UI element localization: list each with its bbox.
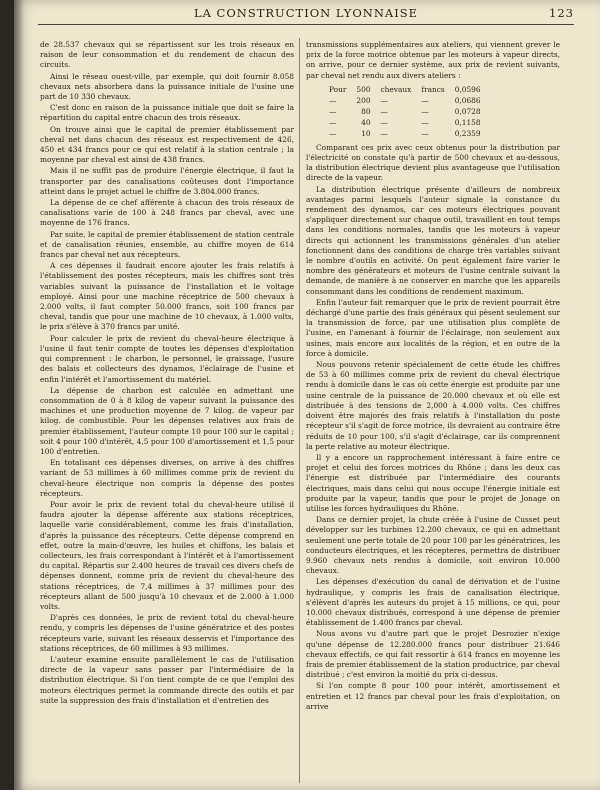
price-power: 200: [356, 95, 371, 105]
price-value: 0,2359: [454, 128, 481, 138]
price-currency: —: [421, 128, 429, 138]
price-unit: —: [380, 117, 388, 127]
price-currency: —: [421, 117, 429, 127]
paragraph: Si l'on compte 8 pour 100 pour intérêt, amortissement et entretien et 12 francs par cheval pour les frais d'exploitation, on arrive: [306, 681, 560, 711]
paragraph: Pour avoir le prix de revient total du cheval-heure utilisé il faudra ajouter la dépense afférente aux stations réceptrices, laquelle varie considérablement, comme les frais d'installation, d'après la puissance des récepteurs. Cette dépense comprend en effet, outre la main-d'œuvre, les huiles et chiffons, les balais et collecteurs, les frais correspondant à l'intérêt et à l'amortissement du capital. Répartis sur 2.400 heures de travail ces divers chefs de dépenses donnent, comme prix de revient du cheval-heure des stations réceptrices, de 7,4 millimes à 37 millimes pour des récepteurs allant de 500 jusqu'à 10 chevaux et de 2.000 à 1.000 volts.: [40, 499, 294, 611]
price-currency: —: [421, 95, 429, 105]
price-value: 0,0596: [454, 84, 481, 94]
price-row: [324, 117, 486, 128]
column-divider: [299, 38, 300, 783]
paragraph: Nous avons vu d'autre part que le projet Desrozier n'exige qu'une dépense de 12.280.000 francs pour distribuer 21.646 chevaux effectifs, ce qui fait ressortir à 614 francs en moyenne les frais de premier établissement de la station productrice, par cheval distribué ; c'est environ la moitié du prix ci-dessus.: [306, 629, 560, 680]
price-power: 80: [361, 106, 371, 116]
price-power: 500: [356, 84, 371, 94]
price-lead: —: [329, 117, 337, 127]
paragraph: La distribution électrique présente d'ailleurs de nombreux avantages parmi lesquels l'auteur signale la constance du rendement des dynamos, car ces moteurs électriques pouvant s'appliquer directement sur chaque outil, travaillent en tout temps dans les conditions normales, tandis que les moteurs à vapeur directs qui actionnent les transmissions générales d'un atelier fonctionnent dans des conditions de charge très variables suivant le nombre d'outils en activité. On peut également faire varier le nombre des générateurs et moteurs de l'usine centrale suivant la demande, de manière à ne conserver en marche que les appareils consommant dans les conditions de rendement maximum.: [306, 184, 560, 296]
paragraph: A ces dépenses il faudrait encore ajouter les frais relatifs à l'établissement des postes récepteurs, mais les chiffres sont très variables suivant la puissance de l'installation et le voltage employé. Ainsi pour une machine réceptrice de 500 chevaux à 2.000 volts, il faut compter 50.000 francs, soit 100 francs par cheval, tandis que pour une machine de 10 chevaux, à 1.000 volts, le prix s'élève à 370 francs par unité.: [40, 261, 294, 332]
paragraph: La dépense de charbon est calculée en admettant une consommation de 0 à 8 kilog de vapeur suivant la puissance des machines et une production moyenne de 7 kilog. de vapeur par kilog. de combustible. Pour les dépenses relatives aux frais de premier établissement, l'auteur compte 10 pour 100 sur le capital ; soit 4 pour 100 d'intérêt, 4,5 pour 100 d'amortissement et 1,5 pour 100 d'entretien.: [40, 385, 294, 456]
price-row: [324, 84, 486, 95]
price-currency: —: [421, 106, 429, 116]
price-row: [324, 128, 486, 139]
document-page: [14, 0, 600, 790]
price-row: [324, 95, 486, 106]
price-value: 0,0686: [454, 95, 481, 105]
paragraph: Pour calculer le prix de revient du cheval-heure électrique à l'usine il faut tenir compte de toutes les dépenses d'exploitation qui comprennent : le charbon, le personnel, le graissage, l'usure des balais et collecteurs des dynamos, l'éclairage de l'usine et enfin l'intérêt et l'amortissement du matériel.: [40, 333, 294, 384]
paragraph: Les dépenses d'exécution du canal de dérivation et de l'usine hydraulique, y compris les frais de canalisation électrique, s'élèvent d'après les auteurs du projet à 15 millions, ce qui, pour 10.000 chevaux distribués, correspond à une dépense de premier établissement de 1.400 francs par cheval.: [306, 577, 560, 628]
paragraph: C'est donc en raison de la puissance initiale que doit se faire la répartition du capital entre chacun des trois réseaux.: [40, 103, 294, 123]
price-unit: —: [380, 95, 388, 105]
paragraph: transmissions supplémentaires aux ateliers, qui viennent grever le prix de la force motrice obtenue par les moteurs à vapeur directs, on arrive, pour ce dernier système, aux prix de revient suivants, par cheval net rendu aux divers ateliers :: [306, 40, 560, 80]
paragraph: Mais il ne suffit pas de produire l'énergie électrique, il faut la transporter par des canalisations coûteuses dont l'importance atteint dans le projet actuel le chiffre de 3.804.000 francs.: [40, 166, 294, 196]
paragraph: D'après ces données, le prix de revient total du cheval-heure rendu, y compris les dépenses de l'usine génératrice et des postes récepteurs varie, suivant les réseaux desservis et l'importance des stations réceptrices, de 60 millimes à 93 millimes.: [40, 613, 294, 653]
paragraph: Dans ce dernier projet, la chute créée à l'usine de Cusset peut développer sur les turbines 12.200 chevaux, ce qui en admettant seulement une perte totale de 20 pour 100 par les génératrices, les conducteurs électriques, et les récepteres, permettra de distribuer 9.960 chevaux nets rendus à domicile, soit environ 10.000 chevaux.: [306, 515, 560, 576]
paragraph: En totalisant ces dépenses diverses, on arrive à des chiffres variant de 53 millimes à 60 millimes comme prix de revient du cheval-heure électrique non compris la dépense des postes récepteurs.: [40, 458, 294, 498]
paragraph: Nous pouvons retenir spécialement de cette étude les chiffres de 53 à 60 millimes comme prix de revient du cheval électrique rendu à domicile dans le cas où cette énergie est produite par une usine centrale de la puissance de 20.000 chevaux et où elle est distribuée à des tensions de 2,000 à 4.000 volts. Ces chiffres doivent être majorés des frais relatifs à l'installation du poste récepteur s'il s'agit de force motrice, ils devraient au contraire être réduits de 10 pour 100, s'il s'agit d'éclairage, car ils comprennent la perte relative au moteur électrique.: [306, 360, 560, 451]
price-unit: —: [380, 128, 388, 138]
price-unit: chevaux: [380, 84, 412, 94]
price-unit: —: [380, 106, 388, 116]
paragraph: Comparant ces prix avec ceux obtenus pour la distribution par l'électricité on constate qu'à partir de 500 chevaux et au-dessous, la distribution électrique devient plus avantageuse que l'utilisation directe de la vapeur.: [306, 142, 560, 183]
price-currency: francs: [421, 84, 445, 94]
price-power: 10: [361, 128, 371, 138]
running-header: [38, 6, 574, 25]
paragraph: Par suite, le capital de premier établissement de station centrale et de canalisation réunies, ensemble, au chiffre moyen de 614 francs par cheval net aux récepteurs.: [40, 229, 294, 260]
price-power: 40: [361, 117, 371, 127]
price-lead: Pour: [329, 84, 347, 94]
paragraph: On trouve ainsi que le capital de premier établissement par cheval net dans chacun des réseaux est respectivement de 426, 450 et 434 francs pour ce qui est relatif à la station centrale ; la moyenne par cheval est ainsi de 438 francs.: [40, 124, 294, 165]
journal-title: LA CONSTRUCTION LYONNAISE: [193, 6, 419, 20]
page-binding-shadow: [14, 0, 24, 790]
price-row: [324, 106, 486, 117]
price-lead: —: [329, 128, 337, 138]
paragraph: L'auteur examine ensuite parallèlement le cas de l'utilisation directe de la vapeur sans passer par l'intermédiaire de la distribution électrique. Si l'on tient compte de ce que l'emploi des moteurs électriques permet la commande directe des outils et par suite la suppression des frais d'installation et d'entretien des: [40, 654, 294, 705]
left-column: [40, 40, 294, 707]
right-column: [306, 40, 560, 713]
paragraph: de 28.537 chevaux qui se répartissent sur les trois réseaux en raison de leur consommation et du rendement de chacun des circuits.: [40, 40, 294, 70]
paragraph: Ainsi le réseau ouest-ville, par exemple, qui doit fournir 8.058 chevaux nets absorbera dans la puissance initiale de l'usine une part de 10 330 chevaux.: [40, 71, 294, 102]
price-value: 0,0728: [454, 106, 481, 116]
paragraph: Il y a encore un rapprochement intéressant à faire entre ce projet et celui des forces motrices du Rhône ; dans les deux cas l'énergie est distribuée par l'intermédiaire des courants électriques, mais dans celui qui nous occupe l'énergie initiale est produite par la vapeur, tandis que pour le projet de Jonage on utilise les forces hydrauliques du Rhône.: [306, 452, 560, 513]
price-lead: —: [329, 95, 337, 105]
price-value: 0,1158: [454, 117, 481, 127]
page-number: 123: [549, 6, 574, 20]
price-lead: —: [329, 106, 337, 116]
paragraph: La dépense de ce chef afférente à chacun des trois réseaux de canalisations varie de 100 à 248 francs par cheval, avec une moyenne de 176 francs.: [40, 198, 294, 228]
price-table: [324, 84, 486, 139]
paragraph: Enfin l'auteur fait remarquer que le prix de revient pourrait être déchargé d'une partie des frais généraux qui pèsent seulement sur la transmission de force, par une utilisation plus complète de l'usine, en l'amenant à fournir de l'éclairage, non seulement aux usines, mais encore aux localités de la région, et en outre de la force à domicile.: [306, 297, 560, 358]
